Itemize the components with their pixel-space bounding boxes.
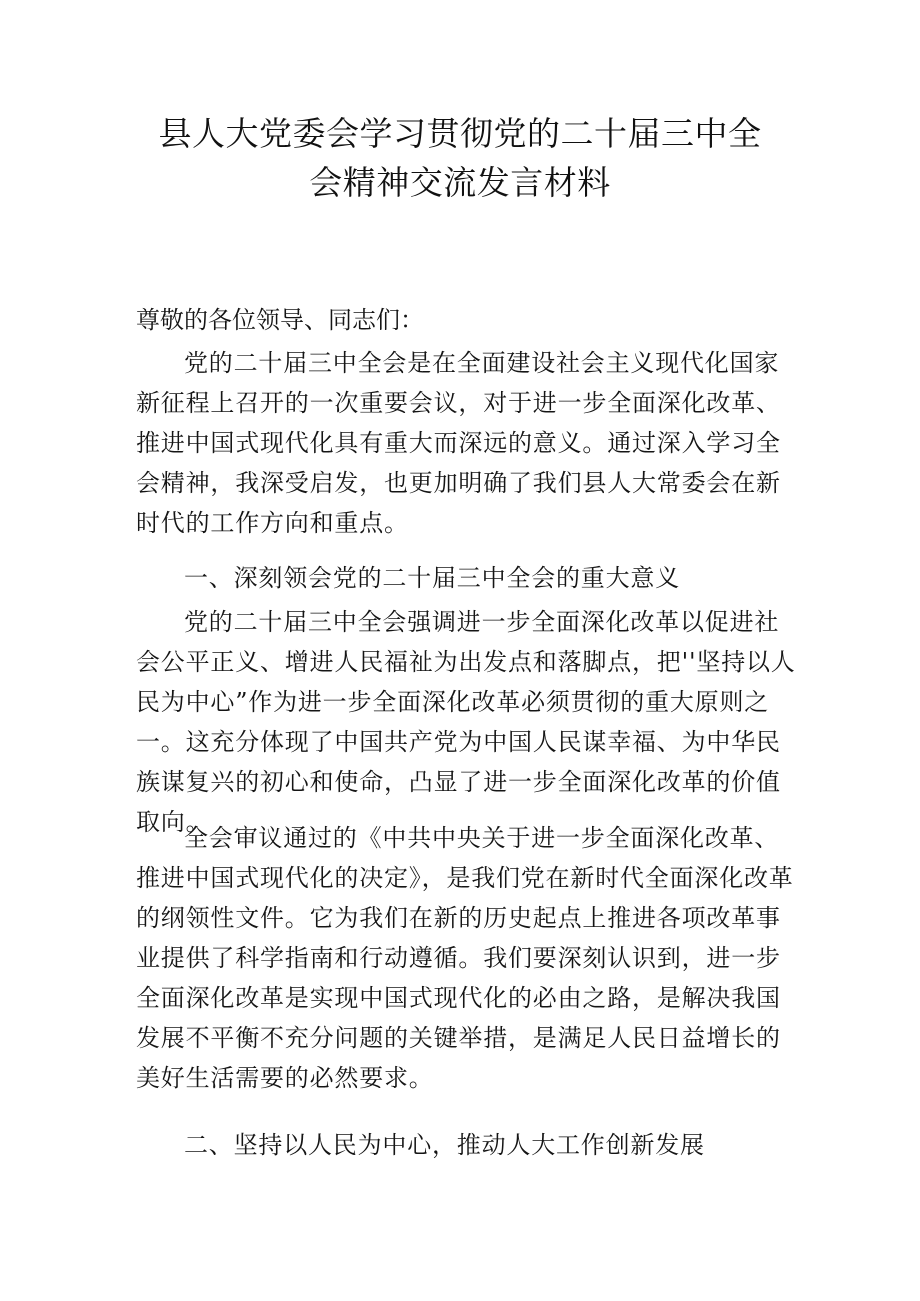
document-title-line-1: 县人大党委会学习贯彻党的二十届三中全 [158, 114, 762, 153]
document-title-line-2: 会精神交流发言材料 [309, 163, 611, 202]
salutation: 尊敬的各位领导、同志们： [136, 306, 424, 334]
paragraph-decision: 全会审议通过的《中共中央关于进一步全面深化改革、推进中国式现代化的决定》，是我们党在新时代全面深化改革的纲领性文件。它为我们在新的历史起点上推进各项改革事业提供了科学指南和行动遵循。我们要深刻认识到，进一步全面深化改革是实现中国式现代化的必由之路，是解决我国发展不平衡不充分问题的关键举措，是满足人民日益增长的美好生活需要的必然要求。 [136, 824, 794, 1092]
section-heading-1: 一、深刻领会党的二十届三中全会的重大意义 [184, 564, 680, 592]
paragraph-significance: 党的二十届三中全会强调进一步全面深化改革以促进社会公平正义、增进人民福祉为出发点和落脚点，把''坚持以人民为中心”作为进一步全面深化改革必须贯彻的重大原则之一。这充分体现了中国共产党为中国人民谋幸福、为中华民族谋复兴的初心和使命，凸显了进一步全面深化改革的价值取向。 [136, 608, 796, 836]
section-heading-2: 二、坚持以人民为中心，推动人大工作创新发展 [184, 1131, 705, 1159]
paragraph-intro: 党的二十届三中全会是在全面建设社会主义现代化国家新征程上召开的一次重要会议，对于进一步全面深化改革、推进中国式现代化具有重大而深远的意义。通过深入学习全会精神，我深受启发，也更加明确了我们县人大常委会在新时代的工作方向和重点。 [136, 349, 781, 537]
